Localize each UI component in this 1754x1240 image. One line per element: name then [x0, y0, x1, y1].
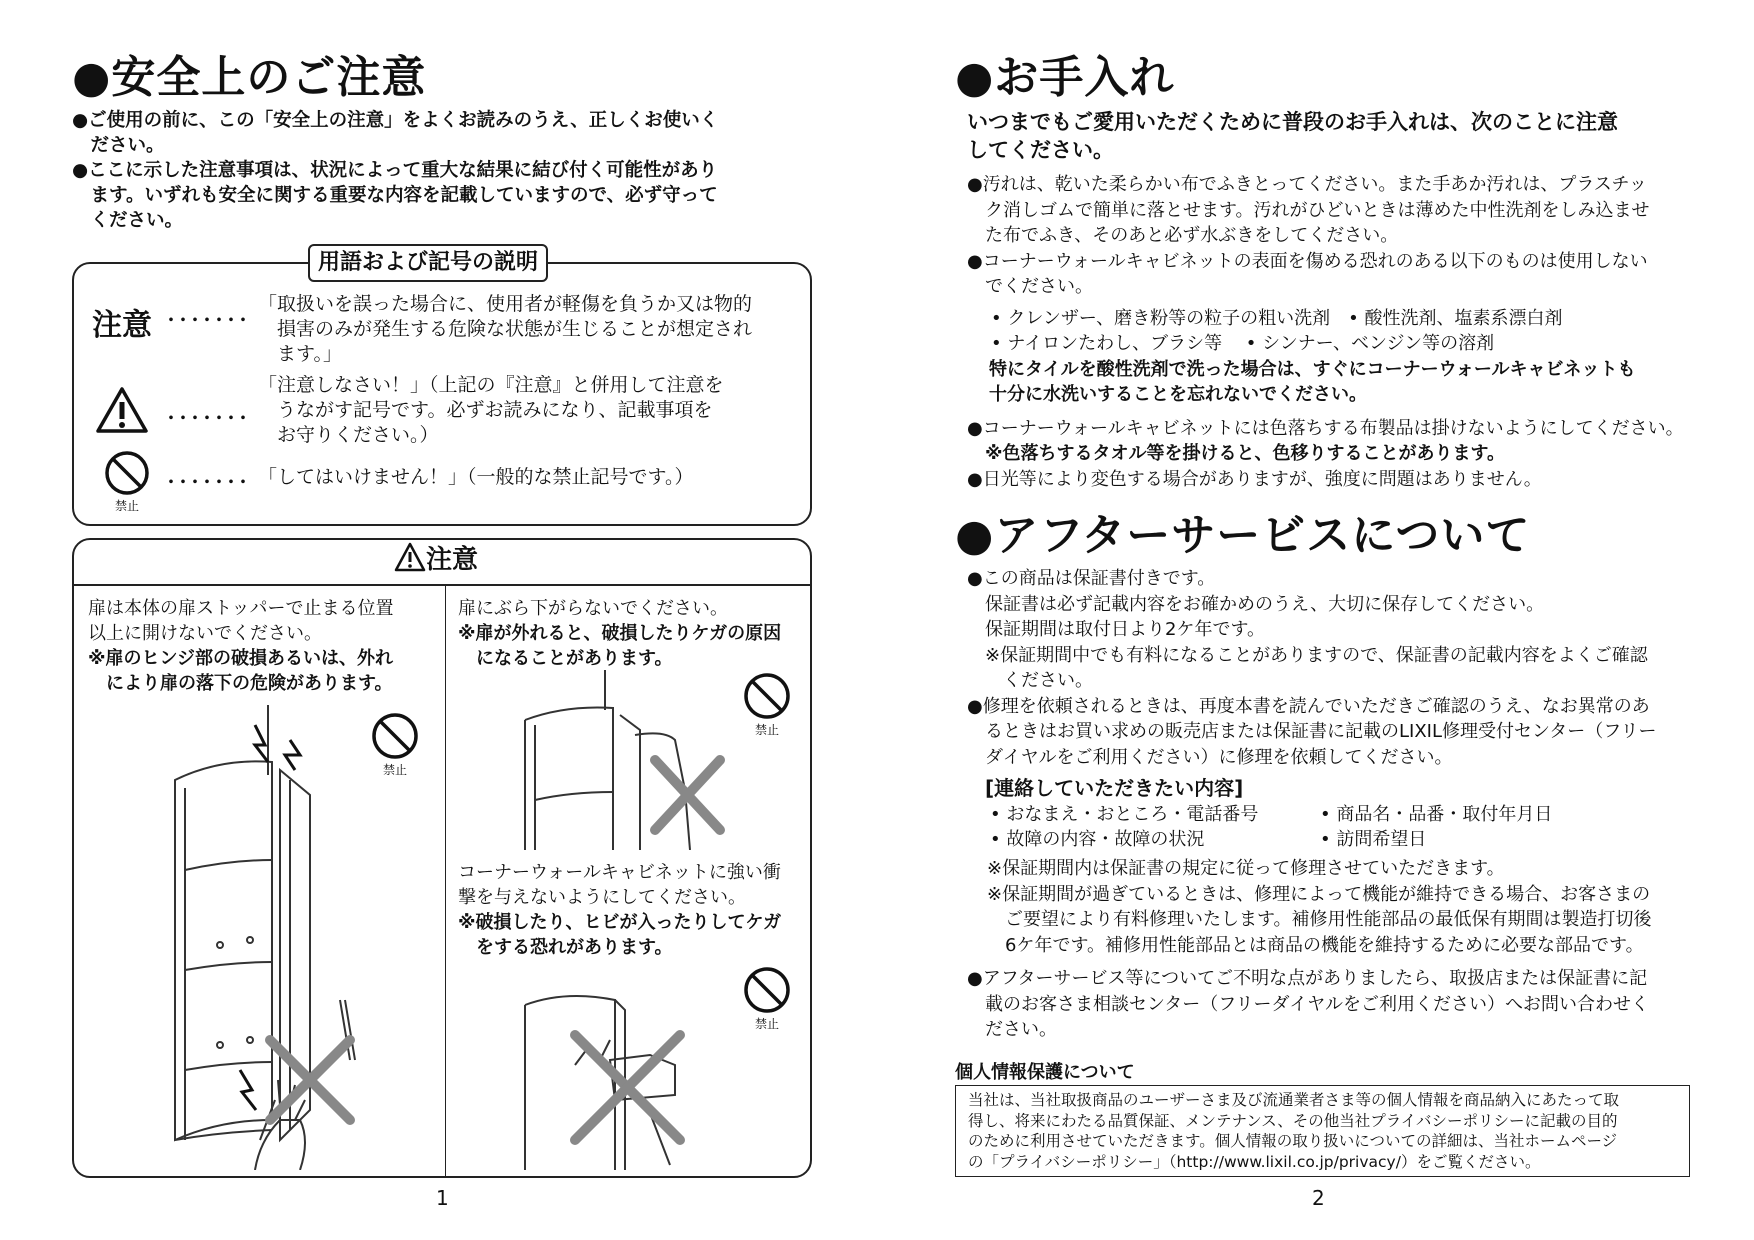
after-service-contact: ●アフターサービス等についてご不明な点がありましたら、取扱店または保証書に記 載のお客さま相談センター（フリーダイヤルをご利用ください）へお問い合わせく ださい。	[967, 968, 1650, 1040]
prohibit-desc: 「してはいけません！」（一般的な禁止記号です。）	[258, 466, 694, 488]
page-number-2: 2	[1312, 1186, 1325, 1210]
warning-triangle-icon	[394, 542, 426, 572]
glossary-title: 用語および記号の説明	[308, 244, 548, 282]
cabinet-door-illustration	[160, 700, 390, 1170]
care-items: ●汚れは、乾いた柔らかい布でふきとってください。また手あか汚れは、プラスチッ ク消しゴムで簡単に落とせます。汚れがひどいときは薄めた中性洗剤をしみ込ませ た布でふき、そのあと必ず水ぶきをしてください。 ●コーナーウォールキャビネットの表面を傷める恐れのある以下のものは使用しない でください。 • クレンザー、磨き粉等の粒子の粗い洗剤 • 酸性洗剤、塩素系漂白剤 • ナイロンたわし、ブラシ等 • シンナー、ベンジン等の溶剤 特にタイルを酸性洗剤で洗った場合は、すぐにコーナーウォールキャビネットも 十分に水洗いすることを忘れないでください。 ●コーナーウォールキャビネットには色落ちする布製品は掛けないようにしてください。 ※色落ちするタオル等を掛けると、色移りすることがあります。 ●日光等により変色する場合がありますが、強度に問題はありません。	[967, 174, 1684, 490]
caution-col1-text: 扉は本体の扉ストッパーで止まる位置 以上に開けないでください。 ※扉のヒンジ部の破損あるいは、外れ により扉の落下の危険があります。	[88, 598, 394, 694]
care-intro: いつまでもご愛用いただくために普段のお手入れは、次のことに注意 してください。	[967, 110, 1618, 162]
after-service-text: ●この商品は保証書付きです。 保証書は必ず記載内容をお確かめのうえ、大切に保存してください。 保証期間は取付日より2ケ年です。 ※保証期間中でも有料になることがありますので、保証書の記載内容をよくご確認 ください。 ●修理を依頼されるときは、再度本書を読んでいただきご確認のうえ、なお異常のあ るときはお買い求めの販売店または保証書に記載のLIXIL修理受付センター（フリー ダイヤルをご利用ください）に修理を依頼してください。	[967, 568, 1657, 768]
caution-column-divider	[445, 585, 446, 1177]
contact-title: [連絡していただきたい内容]	[985, 776, 1244, 800]
prohibit-symbol-col1: 禁止	[370, 712, 420, 777]
page-title-safety: ●安全上のご注意	[72, 52, 427, 103]
page-title-after-service: ●アフターサービスについて	[955, 510, 1531, 561]
prohibit-symbol-glossary: 禁止	[102, 450, 152, 513]
caution-word: 注意	[92, 308, 152, 343]
prohibit-symbol-col2a: 禁止	[742, 672, 792, 737]
page-number-1: 1	[436, 1186, 449, 1210]
caution-header-divider	[73, 584, 811, 586]
contact-col1: • おなまえ・おところ・電話番号 • 故障の内容・故障の状況	[990, 804, 1259, 850]
caution-col2a-text: 扉にぶら下がらないでください。 ※扉が外れると、破損したりケガの原因 になることがあります。	[458, 598, 782, 669]
privacy-title: 個人情報保護について	[955, 1062, 1135, 1083]
caution-col2b-text: コーナーウォールキャビネットに強い衝 撃を与えないようにしてください。 ※破損したり、ヒビが入ったりしてケガ をする恐れがあります。	[458, 862, 782, 958]
impact-illustration	[515, 985, 715, 1170]
caution-box-title: 注意	[394, 542, 478, 578]
prohibit-symbol-col2b: 禁止	[742, 966, 792, 1031]
contact-col2: • 商品名・品番・取付年月日 • 訪問希望日	[1320, 804, 1553, 850]
privacy-box: 当社は、当社取扱商品のユーザーさま及び流通業者さま等の個人情報を商品納入にあたって取 得し、将来にわたる品質保証、メンテナンス、その他当社プライバシーポリシーに記載の目的 のために利用させていただきます。個人情報の取り扱いについての詳細は、当社ホームページ の「プライバシーポリシー」（http://www.lixil.co.jp/privacy/）をご覧ください。	[955, 1085, 1690, 1177]
after-service-notes: ※保証期間内は保証書の規定に従って修理させていただきます。 ※保証期間が過ぎているときは、修理によって機能が維持できる場合、お客さまの ご要望により有料修理いたします。補修用性能部品の最低保有期間は製造打切後 6ケ年です。補修用性能部品とは商品の機能を維持するために必要な部品です。	[987, 858, 1652, 956]
prohibit-icon	[104, 450, 150, 496]
hanging-on-door-illustration	[515, 670, 745, 850]
safety-intro: ●ご使用の前に、この「安全上の注意」をよくお読みのうえ、正しくお使いく ださい。 ●ここに示した注意事項は、状況によって重大な結果に結び付く可能性があり ます。いずれも安全に関する重要な内容を記載していますので、必ず守って ください。	[72, 110, 719, 231]
prohibit-icon	[743, 966, 791, 1014]
warning-desc: 「注意しなさい！」（上記の『注意』と併用して注意を うながす記号です。必ずお読みになり、記載事項を お守りください。）	[258, 374, 724, 446]
dots-2: ･･･････	[166, 406, 250, 430]
dots-1: ･･･････	[166, 308, 250, 332]
page-title-care: ●お手入れ	[955, 52, 1175, 103]
prohibit-icon	[743, 672, 791, 720]
warning-triangle-icon	[96, 386, 148, 434]
dots-3: ･･･････	[166, 470, 250, 494]
caution-desc: 「取扱いを誤った場合に、使用者が軽傷を負うか又は物的 損害のみが発生する危険な状態が生じることが想定され ます。」	[258, 293, 753, 365]
